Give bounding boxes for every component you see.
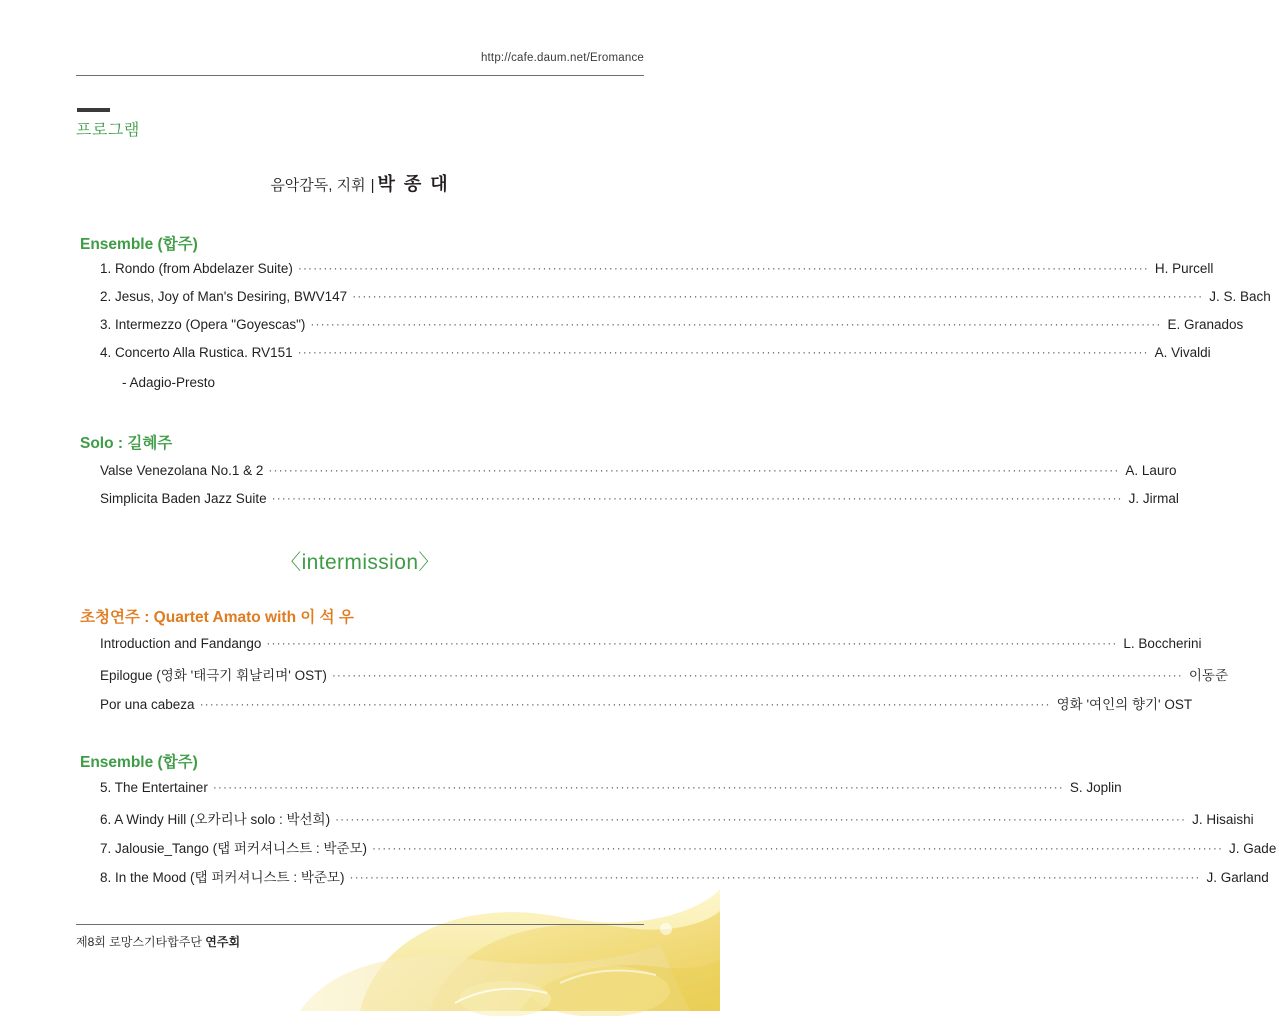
conductor-separator: |: [370, 177, 375, 194]
leader-dots: ·······································································································································································: [335, 812, 1187, 826]
program-item-label: 5. The Entertainer: [100, 780, 208, 795]
program-item-composer: J. Garland: [1206, 870, 1269, 885]
program-item: [100, 345, 1211, 360]
program-title-mark: [77, 108, 110, 112]
leader-dots: ·······································································································································································: [331, 668, 1183, 682]
program-item-label: 2. Jesus, Joy of Man's Desiring, BWV147: [100, 289, 348, 304]
intermission-label: 〈intermission〉: [280, 551, 440, 574]
leader-dots: ·······································································································································································: [310, 317, 1162, 331]
leader-dots: ·······································································································································································: [297, 261, 1149, 275]
header-url: http://cafe.daum.net/Eromance: [480, 52, 644, 64]
program-item-composer: E. Granados: [1167, 317, 1244, 332]
leader-dots: ·······································································································································································: [212, 780, 1064, 794]
leader-dots: ·······································································································································································: [199, 697, 1051, 711]
footer-divider: [76, 924, 644, 925]
leader-dots: ·······································································································································································: [352, 289, 1204, 303]
program-item-label: 8. In the Mood (탭 퍼커셔니스트 : 박준모): [100, 870, 345, 885]
footer-prefix: 제8회 로망스기타합주단: [76, 935, 206, 949]
program-item-label: Por una cabeza: [100, 697, 195, 712]
leader-dots: ·······································································································································································: [349, 870, 1201, 884]
leader-dots: ·······································································································································································: [297, 345, 1149, 359]
program-item: [100, 866, 1269, 886]
program-item: [100, 491, 1179, 506]
footer-caption: [76, 933, 240, 950]
program-item-label: 3. Intermezzo (Opera "Goyescas"): [100, 317, 306, 332]
program-item-composer: J. Gade: [1229, 841, 1276, 856]
program-item: [100, 261, 1214, 276]
section-heading-ensemble-1: Ensemble (합주): [80, 236, 198, 253]
program-item: [100, 780, 1122, 795]
program-item-label: 7. Jalousie_Tango (탭 퍼커셔니스트 : 박준모): [100, 841, 367, 856]
program-item: [100, 693, 1193, 713]
section-heading-ensemble-2: Ensemble (합주): [80, 754, 198, 771]
conductor-role: 음악감독, 지휘: [270, 177, 366, 194]
program-item-composer: 이동준: [1188, 668, 1228, 683]
program-item-label: Valse Venezolana No.1 & 2: [100, 463, 264, 478]
leader-dots: ·······································································································································································: [271, 491, 1123, 505]
program-item-composer: S. Joplin: [1069, 780, 1122, 795]
section-heading-solo: Solo : 길혜주: [80, 435, 173, 452]
program-item-label: Epilogue (영화 '태극기 휘날리며' OST): [100, 668, 327, 683]
conductor-line: [0, 170, 720, 196]
program-item: [100, 289, 1271, 304]
leader-dots: ·······································································································································································: [372, 841, 1224, 855]
program-item-composer: J. S. Bach: [1209, 289, 1271, 304]
program-item: [100, 808, 1254, 828]
program-item-composer: A. Vivaldi: [1154, 345, 1211, 360]
program-item-composer: J. Hisaishi: [1192, 812, 1254, 827]
program-item: [100, 664, 1228, 684]
header-divider: [76, 75, 644, 76]
program-item-composer: 영화 '여인의 향기' OST: [1056, 697, 1193, 712]
page-title: 프로그램: [76, 122, 140, 139]
program-subitem: - Adagio-Presto: [122, 375, 216, 390]
program-item-label: 4. Concerto Alla Rustica. RV151: [100, 345, 293, 360]
program-item: [100, 837, 1276, 857]
program-item-label: Introduction and Fandango: [100, 636, 262, 651]
program-item-label: 6. A Windy Hill (오카리나 solo : 박선희): [100, 812, 331, 827]
leader-dots: ·······································································································································································: [266, 636, 1118, 650]
footer-emphasis: 연주회: [205, 935, 241, 949]
program-item: [100, 317, 1244, 332]
program-item: [100, 463, 1177, 478]
program-item-label: 1. Rondo (from Abdelazer Suite): [100, 261, 293, 276]
program-item-composer: J. Jirmal: [1128, 491, 1179, 506]
program-item-composer: H. Purcell: [1154, 261, 1214, 276]
program-item: [100, 636, 1202, 651]
program-item-composer: L. Boccherini: [1123, 636, 1202, 651]
leader-dots: ·······································································································································································: [268, 463, 1120, 477]
conductor-name: 박 종 대: [377, 174, 450, 194]
section-heading-guest: 초청연주 : Quartet Amato with 이 석 우: [80, 609, 354, 626]
program-item-composer: A. Lauro: [1125, 463, 1177, 478]
program-item-label: Simplicita Baden Jazz Suite: [100, 491, 267, 506]
